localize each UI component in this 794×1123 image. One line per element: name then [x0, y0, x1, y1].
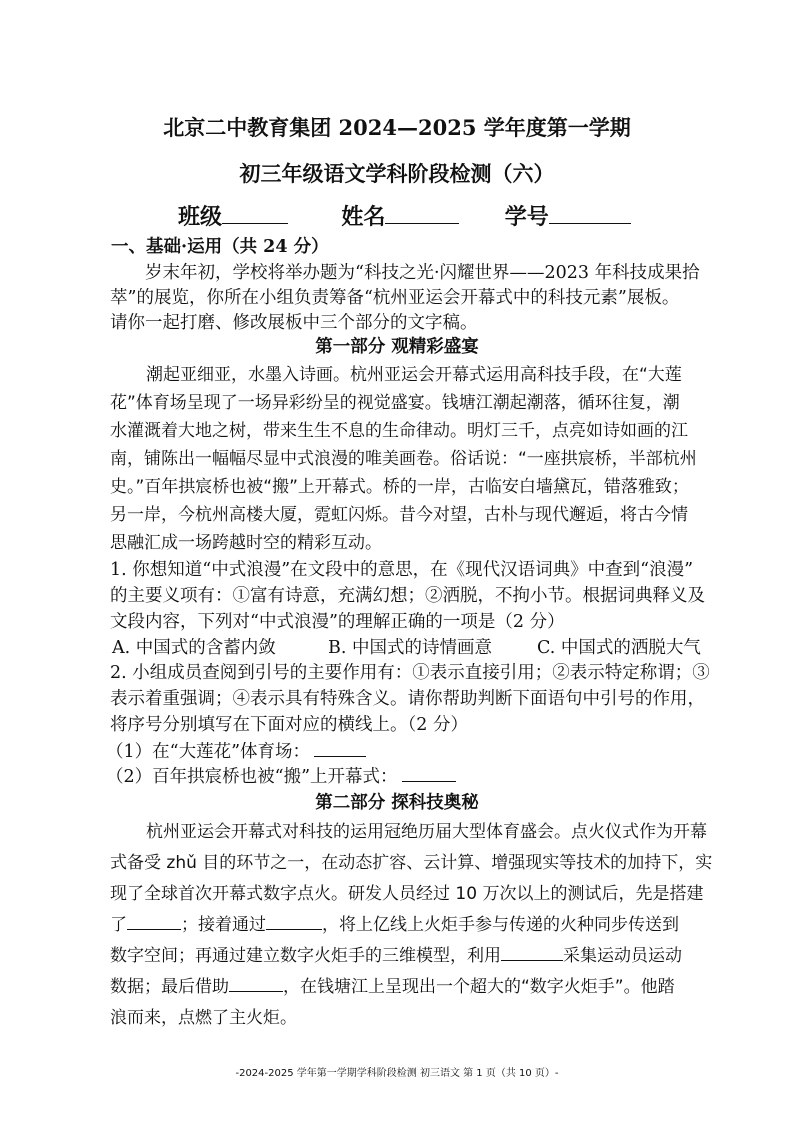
name-label: 姓名	[341, 204, 386, 230]
passage-line: 水灌溉着大地之树，带来生生不息的生命律动。明灯三千，点亮如诗如画的江	[110, 421, 688, 441]
question-text: 2. 小组成员查阅到引号的主要作用有：①表示直接引用；②表示特定称谓；③	[110, 663, 710, 683]
passage-line: 花”体育场呈现了一场异彩纷呈的视觉盛宴。钱塘江潮起潮落，循环往复，潮	[110, 393, 680, 413]
id-blank[interactable]	[549, 222, 631, 224]
question-text: 1. 你想知道“中式浪漫”在文段中的意思，在《现代汉语词典》中查到“浪漫”	[110, 560, 694, 580]
id-label: 学号	[504, 204, 549, 230]
passage-line: 杭州亚运会开幕式对科技的运用冠绝历届大型体育盛会。点火仪式作为开幕	[146, 822, 707, 842]
passage-text: ，将上亿线上火炬手参与传递的火种同步传送到	[322, 915, 679, 935]
intro-line: 岁末年初，学校将举办题为“科技之光·闪耀世界——2023 年科技成果拾	[145, 263, 700, 283]
fill-blank[interactable]	[127, 928, 181, 930]
fill-blank[interactable]	[266, 928, 322, 930]
passage-text: ，在钱塘江上呈现出一个超大的“数字火炬手”。他踏	[283, 977, 675, 997]
passage-line: 史。”百年拱宸桥也被“搬”上开幕式。桥的一岸，古临安白墙黛瓦，错落雅致；	[110, 477, 689, 497]
option-c[interactable]: C. 中国式的洒脱大气	[537, 638, 701, 658]
fill-blank[interactable]	[501, 959, 563, 961]
passage-line: 浪而来，点燃了主火炬。	[110, 1008, 297, 1028]
intro-line: 请你一起打磨、修改展板中三个部分的文字稿。	[110, 313, 478, 333]
sub-question	[106, 767, 456, 787]
passage-line: 式备受 zhǔ 目的环节之一，在动态扩容、云计算、增强现实等技术的加持下，实	[110, 853, 713, 873]
passage-text: 数据；最后借助	[110, 977, 229, 997]
intro-line: 萃”的展览，你所在小组负责筹备“杭州亚运会开幕式中的科技元素”展板。	[110, 288, 680, 308]
passage-line: 另一岸，今杭州高楼大厦，霓虹闪烁。昔今对望，古朴与现代邂逅，将古今情	[110, 505, 688, 525]
question-text: 将序号分别填写在下面对应的横线上。（2 分）	[110, 715, 468, 735]
question-text: 文段内容，下列对“中式浪漫”的理解正确的一项是（2 分）	[110, 612, 565, 632]
passage-text: 了	[110, 915, 127, 935]
passage-text: ；接着通过	[181, 915, 266, 935]
answer-blank[interactable]	[402, 780, 456, 782]
class-blank[interactable]	[222, 222, 288, 224]
option-b[interactable]: B. 中国式的诗情画意	[328, 638, 492, 658]
passage-line: 潮起亚细亚，水墨入诗画。杭州亚运会开幕式运用高科技手段，在“大莲	[146, 365, 682, 385]
passage-line	[110, 915, 679, 935]
exam-title: 北京二中教育集团 2024—2025 学年度第一学期	[163, 115, 631, 140]
passage-text: 采集运动员运动	[563, 946, 682, 966]
part-heading: 第一部分 观精彩盛宴	[315, 337, 479, 357]
page-footer: -2024-2025 学年第一学期学科阶段检测 初三语文 第 1 页（共 10 页）-	[235, 1068, 559, 1079]
class-label: 班级	[178, 204, 223, 230]
sub-question-text: （1）在“大莲花”体育场：	[106, 742, 311, 762]
part-heading: 第二部分 探科技奥秘	[315, 793, 479, 813]
passage-line	[110, 977, 675, 997]
sub-question	[106, 742, 366, 762]
name-blank[interactable]	[385, 222, 459, 224]
student-info-fields	[178, 200, 631, 231]
answer-blank[interactable]	[314, 755, 366, 757]
option-a[interactable]: A. 中国式的含蓄内敛	[112, 638, 276, 658]
passage-line: 南，铺陈出一幅幅尽显中式浪漫的唯美画卷。俗话说：“一座拱宸桥，半部杭州	[110, 449, 697, 469]
passage-text: 数字空间；再通过建立数字火炬手的三维模型，利用	[110, 946, 501, 966]
question-text: 表示着重强调；④表示具有特殊含义。请你帮助判断下面语句中引号的作用，	[110, 689, 705, 709]
passage-line: 现了全球首次开幕式数字点火。研发人员经过 10 万次以上的测试后，先是搭建	[110, 884, 704, 904]
sub-question-text: （2）百年拱宸桥也被“搬”上开幕式：	[106, 767, 398, 787]
fill-blank[interactable]	[229, 990, 283, 992]
passage-line: 思融汇成一场跨越时空的精彩互动。	[110, 533, 382, 553]
passage-line	[110, 946, 682, 966]
section-heading: 一、基础·运用（共 24 分）	[111, 237, 329, 257]
exam-subtitle: 初三年级语文学科阶段检测（六）	[239, 161, 555, 186]
question-text: 的主要义项有：①富有诗意，充满幻想；②洒脱，不拘小节。根据词典释义及	[110, 586, 705, 606]
